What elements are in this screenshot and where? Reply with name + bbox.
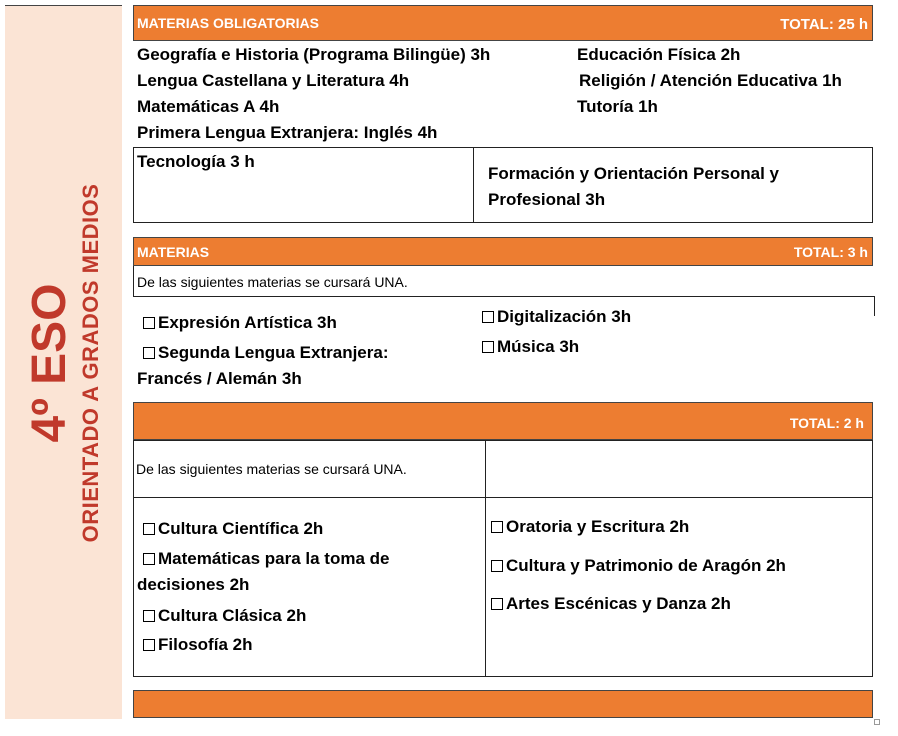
checkbox-icon[interactable] <box>143 347 155 359</box>
course-title: 4º ESO <box>22 283 76 442</box>
sidebar <box>5 5 122 719</box>
obligatorias-header-bar <box>133 5 873 41</box>
option-filosofia[interactable]: Filosofía 2h <box>143 632 252 658</box>
option-cultura-cientifica[interactable]: Cultura Científica 2h <box>143 516 323 542</box>
obligatorias-total: TOTAL: 25 h <box>780 16 868 33</box>
sidebar-label <box>23 183 105 542</box>
option-cultura-clasica[interactable]: Cultura Clásica 2h <box>143 603 306 629</box>
obligatorias-box <box>133 147 873 223</box>
option-matematicas-decisiones-line2: decisiones 2h <box>137 575 250 594</box>
materias-total: TOTAL: 3 h <box>793 244 868 260</box>
checkbox-icon[interactable] <box>143 553 155 565</box>
optativas-total: TOTAL: 2 h <box>789 415 864 431</box>
optativas-note: De las siguientes materias se cursará UNA. <box>136 461 407 477</box>
checkbox-icon[interactable] <box>482 311 494 323</box>
option-artes-escenicas[interactable]: Artes Escénicas y Danza 2h <box>491 591 731 617</box>
formacion-line2: Profesional 3h <box>488 190 606 209</box>
subject-item: Primera Lengua Extranjera: Inglés 4h <box>137 123 438 142</box>
obligatorias-left-list <box>137 42 490 146</box>
divider <box>485 498 486 676</box>
checkbox-icon[interactable] <box>143 317 155 329</box>
divider <box>473 148 474 222</box>
materias-note: De las siguientes materias se cursará UNA. <box>137 274 408 290</box>
option-cultura-aragon[interactable]: Cultura y Patrimonio de Aragón 2h <box>491 553 786 579</box>
option-digitalizacion[interactable]: Digitalización 3h <box>482 304 631 330</box>
option-expresion-artistica[interactable]: Expresión Artística 3h <box>143 310 337 336</box>
checkbox-icon[interactable] <box>143 523 155 535</box>
subject-item: Geografía e Historia (Programa Bilingüe) 3h <box>137 45 491 64</box>
subject-item: Religión / Atención Educativa 1h <box>579 71 842 90</box>
divider <box>133 296 875 297</box>
divider <box>874 296 875 316</box>
option-matematicas-decisiones[interactable]: Matemáticas para la toma de <box>143 546 389 572</box>
materias-header-bar <box>133 237 873 266</box>
course-subtitle: ORIENTADO A GRADOS MEDIOS <box>77 183 103 542</box>
formacion-item <box>488 161 779 213</box>
subject-item: Tutoría 1h <box>577 97 658 116</box>
option-musica[interactable]: Música 3h <box>482 334 579 360</box>
tecnologia-item: Tecnología 3 h <box>137 152 255 171</box>
optativas-note-row <box>133 440 873 498</box>
subject-item: Lengua Castellana y Literatura 4h <box>137 71 410 90</box>
option-segunda-lengua-line2: Francés / Alemán 3h <box>137 369 302 388</box>
checkbox-icon[interactable] <box>491 521 503 533</box>
checkbox-icon[interactable] <box>491 560 503 572</box>
footer-bar <box>133 690 873 718</box>
checkbox-icon[interactable] <box>143 639 155 651</box>
obligatorias-right-list <box>577 42 842 120</box>
optativas-header-bar <box>133 402 873 440</box>
option-segunda-lengua[interactable]: Segunda Lengua Extranjera: <box>143 340 389 366</box>
subject-item: Matemáticas A 4h <box>137 97 280 116</box>
checkbox-icon[interactable] <box>143 610 155 622</box>
divider <box>485 441 486 497</box>
option-oratoria[interactable]: Oratoria y Escritura 2h <box>491 514 689 540</box>
checkbox-icon[interactable] <box>482 341 494 353</box>
resize-handle[interactable] <box>874 719 880 725</box>
divider <box>133 266 134 296</box>
checkbox-icon[interactable] <box>491 598 503 610</box>
formacion-line1: Formación y Orientación Personal y <box>488 164 779 183</box>
obligatorias-header: MATERIAS OBLIGATORIAS <box>137 15 319 31</box>
materias-header: MATERIAS <box>137 244 210 260</box>
subject-item: Educación Física 2h <box>577 45 741 64</box>
